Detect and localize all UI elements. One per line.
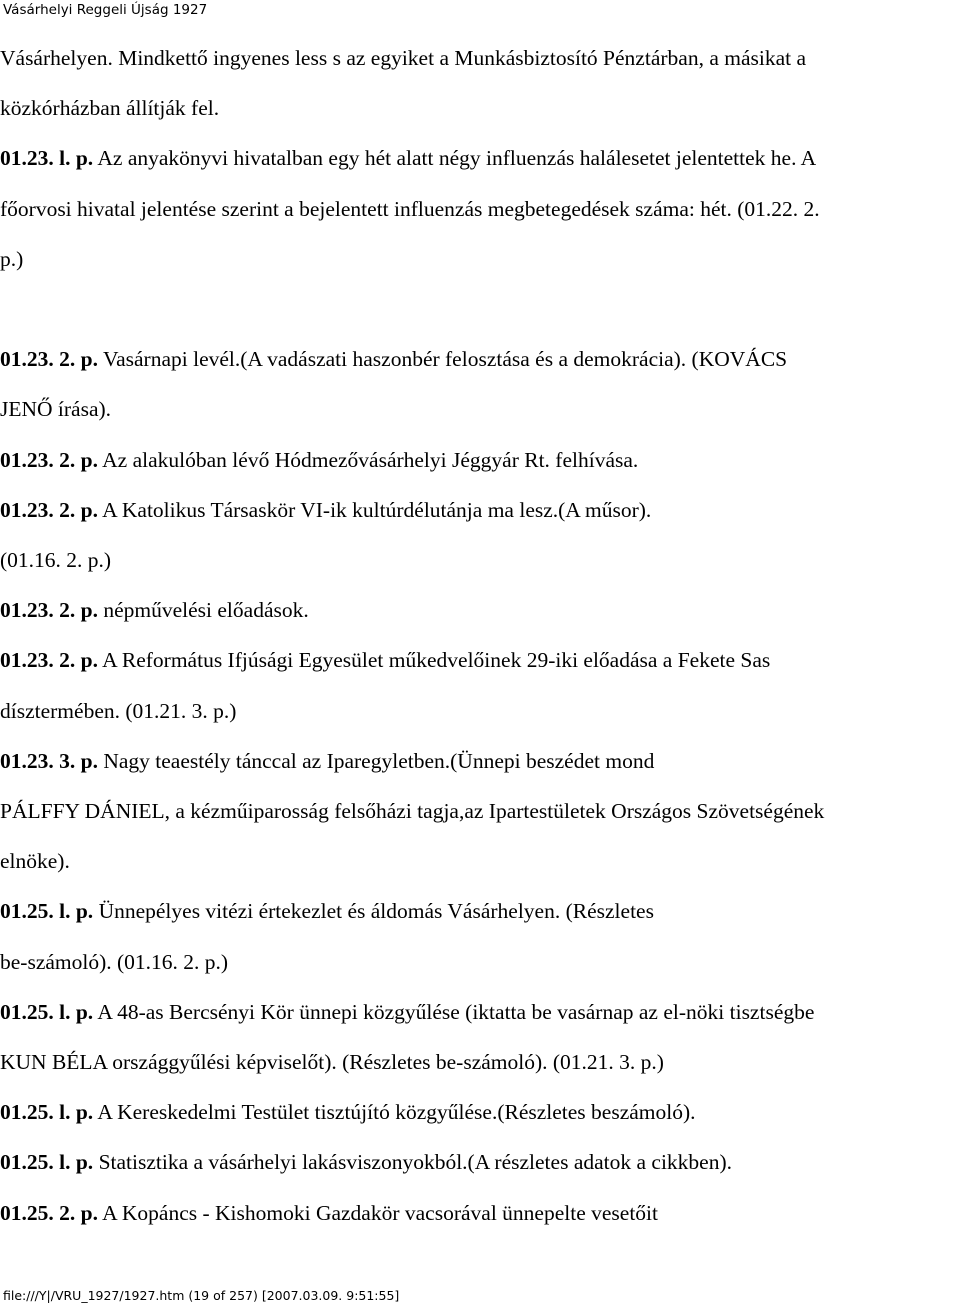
text-line — [0, 133, 960, 183]
text-line — [0, 736, 960, 786]
entry-paragraph — [0, 33, 960, 133]
text-line — [0, 635, 960, 685]
entry-paragraph — [0, 1188, 960, 1238]
text-line — [0, 987, 960, 1037]
entry-text: Az anyakönyvi hivatalban egy hét alatt négy influenzás halálesetet jelentettek he. A — [93, 146, 817, 171]
entry-text: Statisztika a vásárhelyi lakásviszonyokból.(A részletes adatok a cikkben). — [93, 1150, 733, 1175]
entry-text: főorvosi hivatal jelentése szerint a bejelentett influenzás megbetegedések száma: hét. (01.22. 2. — [0, 196, 820, 221]
text-line — [0, 184, 960, 234]
entry-text: PÁLFFY DÁNIEL, a kézműiparosság felsőházi tagja,az Ipartestületek Országos Szövetségének — [0, 799, 825, 824]
text-line — [0, 585, 960, 635]
date-page-reference: 01.25. l. p. — [0, 899, 94, 924]
date-page-reference: 01.23. 2. p. — [0, 598, 98, 623]
text-line — [0, 1188, 960, 1238]
text-line — [0, 284, 960, 334]
entry-text: Az alakulóban lévő Hódmezővásárhelyi Jéggyár Rt. felhívása. — [97, 447, 639, 472]
entry-paragraph — [0, 585, 960, 635]
entry-paragraph — [0, 987, 960, 1087]
date-page-reference: 01.23. 2. p. — [0, 648, 98, 673]
entry-paragraph — [0, 435, 960, 485]
entry-text: közkórházban állítják fel. — [0, 96, 220, 121]
entry-text: A 48-as Bercsényi Kör ünnepi közgyűlése (iktatta be vasárnap az el-nöki tisztségbe — [93, 999, 815, 1024]
text-line — [0, 937, 960, 987]
text-line — [0, 535, 960, 585]
entry-text: p.) — [0, 246, 24, 271]
entry-text: elnöke). — [0, 849, 70, 874]
text-line — [0, 1087, 960, 1137]
text-line — [0, 686, 960, 736]
text-line — [0, 836, 960, 886]
text-line — [0, 886, 960, 936]
entry-text: Vasárnapi levél.(A vadászati haszonbér felosztása és a demokrácia). (KOVÁCS — [97, 347, 788, 372]
entry-paragraph — [0, 1137, 960, 1187]
date-page-reference: 01.23. 3. p. — [0, 748, 98, 773]
entry-paragraph — [0, 334, 960, 434]
date-page-reference: 01.23. 2. p. — [0, 447, 98, 472]
entry-paragraph — [0, 1087, 960, 1137]
entry-paragraph — [0, 635, 960, 735]
entry-text: Nagy teaestély tánccal az Iparegyletben.(Ünnepi beszédet mond — [97, 748, 655, 773]
text-line — [0, 435, 960, 485]
entry-text: A Katolikus Társaskör VI-ik kultúrdélutánja ma lesz.(A műsor). — [97, 497, 652, 522]
entry-paragraph — [0, 736, 960, 887]
text-line — [0, 1137, 960, 1187]
entry-text: A Református Ifjúsági Egyesület műkedvelőinek 29-iki előadása a Fekete Sas — [97, 648, 771, 673]
text-line — [0, 83, 960, 133]
date-page-reference: 01.23. l. p. — [0, 146, 94, 171]
document-body — [0, 33, 960, 1238]
text-line — [0, 485, 960, 535]
entry-text: A Kopáncs - Kishomoki Gazdakör vacsorával ünnepelte vesetőit — [97, 1200, 659, 1225]
entry-text: Vásárhelyen. Mindkettő ingyenes less s az egyiket a Munkásbiztosító Pénztárban, a másikat a — [0, 46, 807, 70]
text-line — [0, 384, 960, 434]
entry-text: be-számoló). (01.16. 2. p.) — [0, 949, 229, 974]
page-header-title: Vásárhelyi Reggeli Újság 1927 — [3, 2, 208, 18]
date-page-reference: 01.25. l. p. — [0, 1100, 94, 1125]
text-line — [0, 786, 960, 836]
text-line — [0, 33, 960, 83]
text-line — [0, 334, 960, 384]
entry-text: Ünnepélyes vitézi értekezlet és áldomás Vásárhelyen. (Részletes — [93, 899, 654, 924]
entry-text: dísztermében. (01.21. 3. p.) — [0, 698, 237, 723]
entry-text: (01.16. 2. p.) — [0, 548, 112, 573]
page-footer-path: file:///Y|/VRU_1927/1927.htm (19 of 257) [2007.03.09. 9:51:55] — [3, 1288, 400, 1303]
text-line — [0, 234, 960, 284]
date-page-reference: 01.25. 2. p. — [0, 1200, 98, 1225]
entry-text: népművelési előadások. — [97, 598, 309, 623]
entry-paragraph — [0, 485, 960, 585]
date-page-reference: 01.25. l. p. — [0, 1150, 94, 1175]
entry-text: A Kereskedelmi Testület tisztújító közgyűlése.(Részletes beszámoló). — [93, 1100, 696, 1125]
text-line — [0, 1037, 960, 1087]
entry-text: KUN BÉLA országgyűlési képviselőt). (Részletes be-számoló). (01.21. 3. p.) — [0, 1050, 664, 1075]
date-page-reference: 01.23. 2. p. — [0, 347, 98, 372]
entry-text: JENŐ írása). — [0, 397, 112, 422]
date-page-reference: 01.25. l. p. — [0, 999, 94, 1024]
entry-paragraph — [0, 886, 960, 986]
entry-paragraph — [0, 133, 960, 334]
date-page-reference: 01.23. 2. p. — [0, 497, 98, 522]
